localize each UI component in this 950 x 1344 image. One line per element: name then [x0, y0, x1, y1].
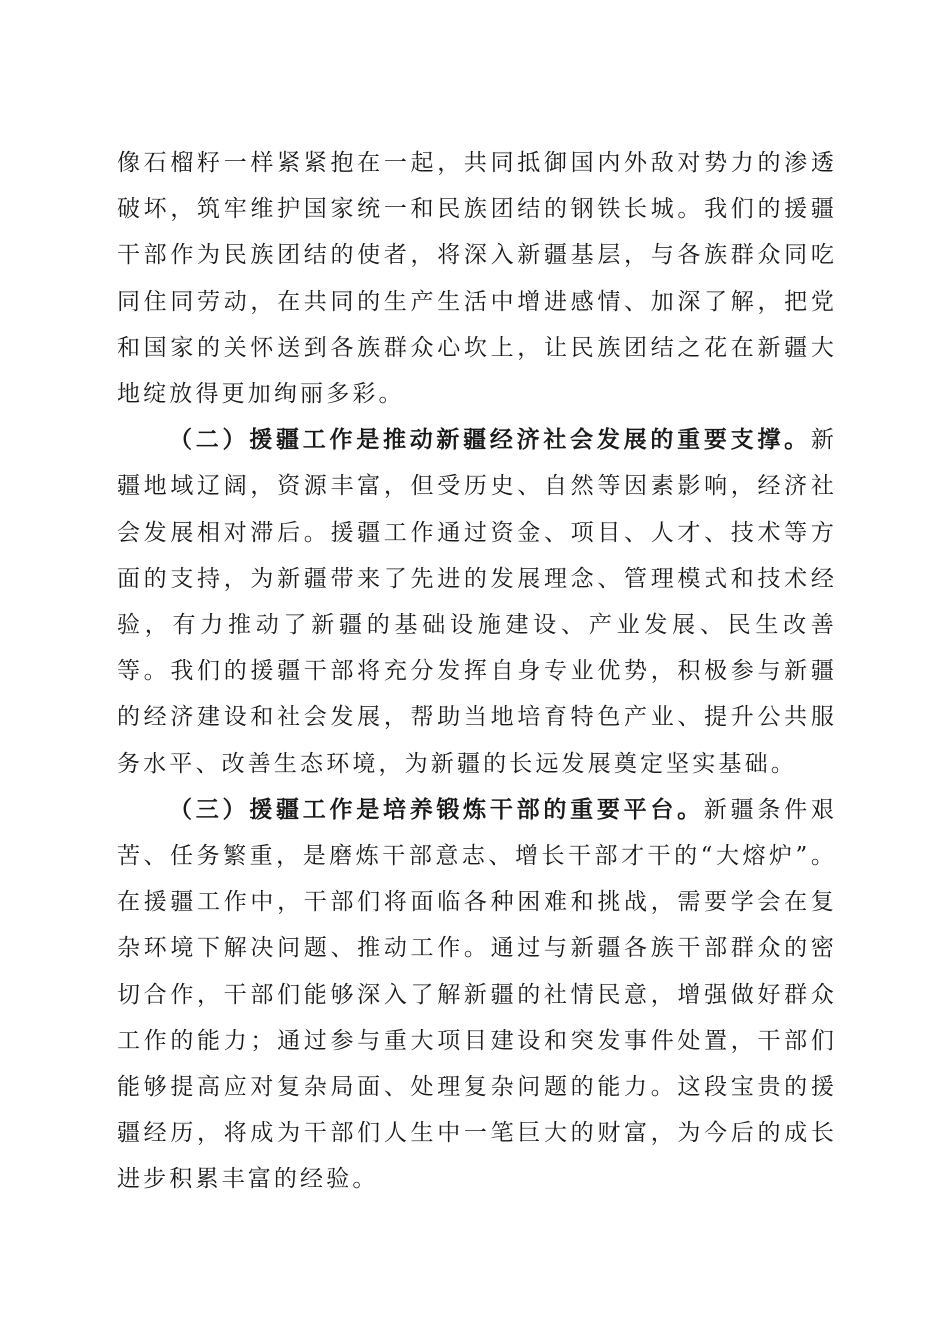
- paragraph-section-2: [117, 417, 837, 787]
- paragraph-section-3: [117, 787, 837, 1203]
- paragraph-body-text: 新疆地域辽阔，资源丰富，但受历史、自然等因素影响，经济社会发展相对滞后。援疆工作通过资金、项目、人才、技术等方面的支持，为新疆带来了先进的发展理念、管理模式和技术经验，有力推动了新疆的基础设施建设、产业发展、民生改善等。我们的援疆干部将充分发挥自身专业优势，积极参与新疆的经济建设和社会发展，帮助当地培育特色产业、提升公共服务水平、改善生态环境，为新疆的长远发展奠定坚实基础。: [117, 427, 837, 777]
- section-heading-3: （三）援疆工作是培养锻炼干部的重要平台。: [169, 796, 704, 823]
- paragraph-body-text: 新疆条件艰苦、任务繁重，是磨炼干部意志、增长干部才干的“大熔炉”。在援疆工作中，干部们将面临各种困难和挑战，需要学会在复杂环境下解决问题、推动工作。通过与新疆各族干部群众的密切合作，干部们能够深入了解新疆的社情民意，增强做好群众工作的能力；通过参与重大项目建设和突发事件处置，干部们能够提高应对复杂局面、处理复杂问题的能力。这段宝贵的援疆经历，将成为干部们人生中一笔巨大的财富，为今后的成长进步积累丰富的经验。: [117, 796, 837, 1193]
- paragraph-body-text: 像石榴籽一样紧紧抱在一起，共同抵御国内外敌对势力的渗透破坏，筑牢维护国家统一和民族团结的钢铁长城。我们的援疆干部作为民族团结的使者，将深入新疆基层，与各族群众同吃同住同劳动，在共同的生产生活中增进感情、加深了解，把党和国家的关怀送到各族群众心坎上，让民族团结之花在新疆大地绽放得更加绚丽多彩。: [117, 150, 837, 408]
- document-body: [117, 140, 837, 1203]
- section-heading-2: （二）援疆工作是推动新疆经济社会发展的重要支撑。: [169, 427, 811, 454]
- paragraph-continued: [117, 140, 837, 417]
